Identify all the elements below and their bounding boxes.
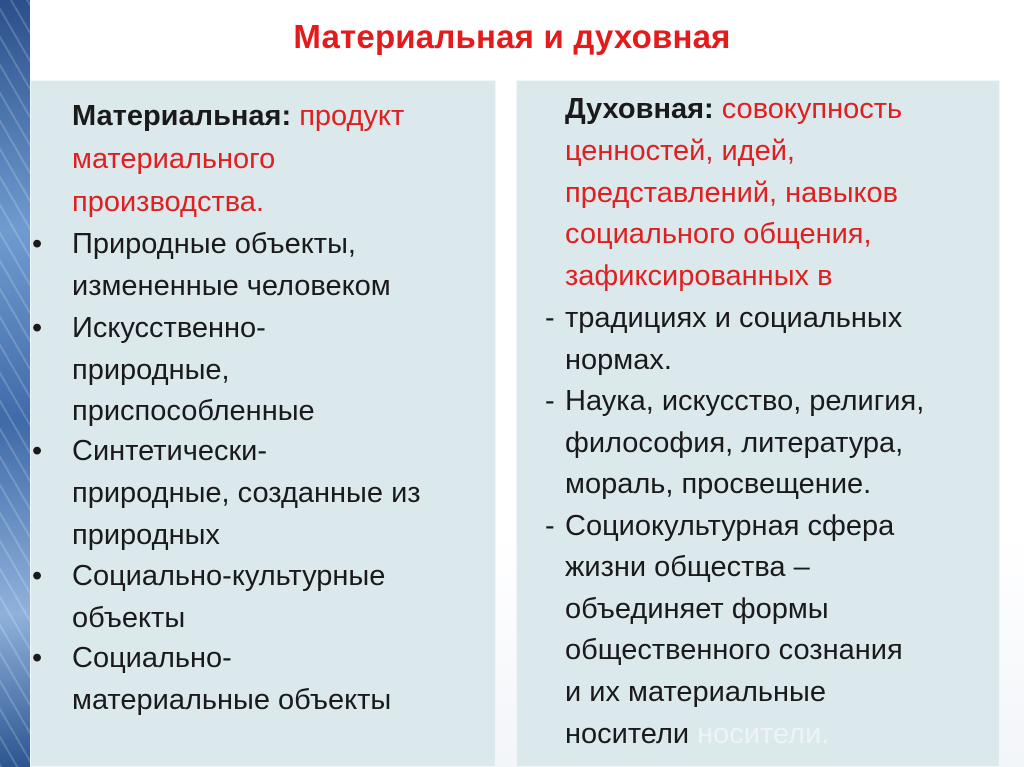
bullet-icon: • (32, 560, 43, 592)
material-definition-part-1: продукт (299, 100, 405, 132)
material-item-2-line-1: Искусственно- (72, 312, 266, 344)
material-item-3-line-2: природные, созданные из (72, 477, 421, 509)
material-item-3-line-1: Синтетически- (72, 435, 268, 467)
material-item-5-line-2: материальные объекты (72, 684, 392, 716)
spiritual-definition-part-1: совокупность (721, 93, 903, 125)
spiritual-item-1-line-1: традициях и социальных (565, 302, 903, 334)
dash-marker: - (545, 510, 555, 542)
spiritual-heading: Духовная: (565, 93, 714, 125)
spiritual-item-3-line-5: и их материальные (565, 676, 826, 708)
spiritual-item-3-line-3: объединяет формы (565, 593, 829, 625)
ghost-overlap-text: носители. (697, 718, 830, 750)
spiritual-item-2-line-2: философия, литература, (565, 427, 904, 459)
spiritual-item-3-line-4: общественного сознания (565, 634, 903, 666)
material-item-3-line-3: природных (72, 519, 220, 551)
material-definition-line-2: материального (72, 143, 276, 175)
spiritual-item-3-line-1: Социокультурная сфера (565, 510, 895, 542)
spiritual-definition-line-5: зафиксированных в (565, 260, 833, 292)
spiritual-definition-line-1 (565, 89, 902, 130)
spiritual-item-2-line-3: мораль, просвещение. (565, 468, 872, 500)
spiritual-item-1-line-2: нормах. (565, 344, 672, 376)
spiritual-item-3-line-6 (565, 714, 829, 755)
material-definition-line-1 (72, 96, 404, 137)
spiritual-item-3-last-word: носители (565, 718, 690, 750)
slide-title: Материальная и духовная (293, 18, 731, 55)
spiritual-definition-line-4: социального общения, (565, 218, 872, 250)
material-item-1-line-1: Природные объекты, (72, 228, 356, 260)
spiritual-definition-line-3: представлений, навыков (565, 177, 899, 209)
dash-marker: - (545, 385, 555, 417)
spiritual-definition-line-2: ценностей, идей, (565, 135, 795, 167)
spiritual-item-2-line-1: Наука, искусство, религия, (565, 385, 925, 417)
material-item-2-line-3: приспособленные (72, 395, 315, 427)
material-item-4-line-2: объекты (72, 602, 186, 634)
spiritual-item-3-line-2: жизни общества – (565, 551, 810, 583)
dash-marker: - (545, 302, 555, 334)
bullet-icon: • (32, 435, 43, 467)
bullet-icon: • (32, 312, 43, 344)
decorative-background-strip (0, 0, 30, 767)
material-item-4-line-1: Социально-культурные (72, 560, 386, 592)
material-item-5-line-1: Социально- (72, 642, 232, 674)
material-definition-line-3: производства. (72, 186, 264, 218)
bullet-icon: • (32, 642, 43, 674)
bullet-icon: • (32, 228, 43, 260)
material-item-1-line-2: измененные человеком (72, 270, 391, 302)
material-heading: Материальная: (72, 100, 292, 132)
material-item-2-line-2: природные, (72, 354, 230, 386)
